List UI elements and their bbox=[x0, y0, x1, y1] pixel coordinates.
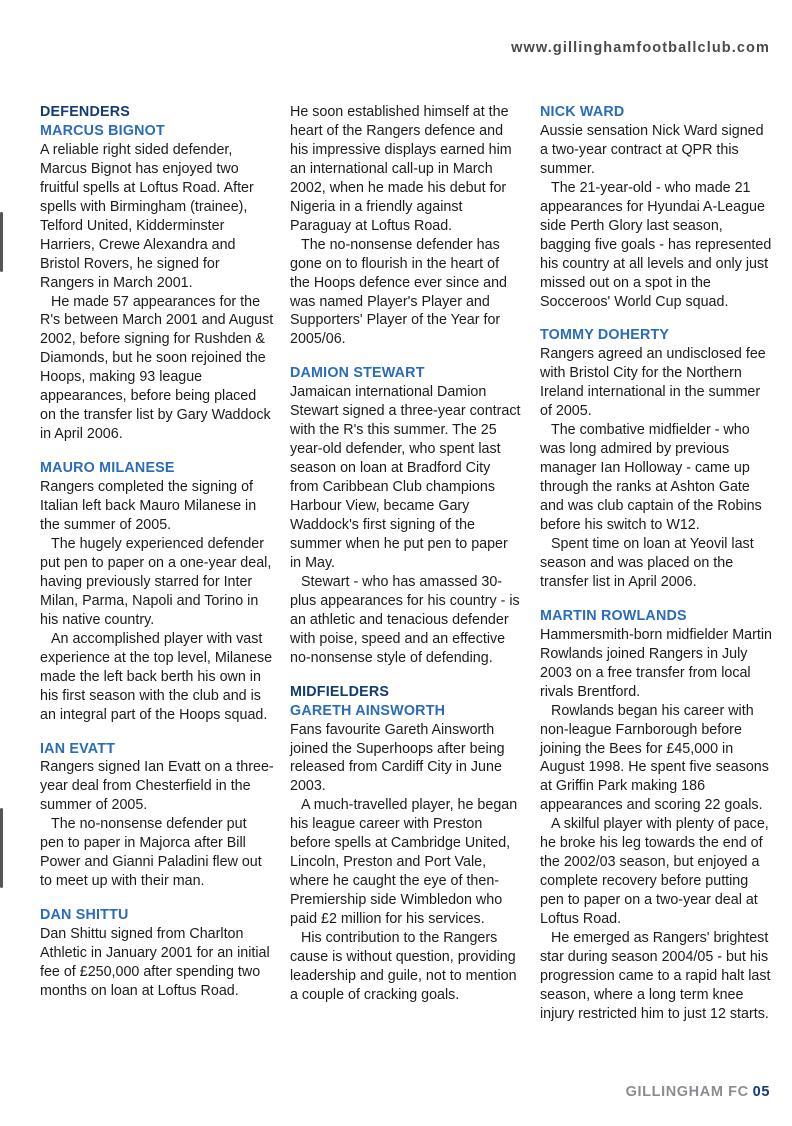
body-paragraph: He soon established himself at the heart of the Rangers defence and his impressive displays earned him an international call-up in March 2002, when he made his debut for Nigeria in a friendly against Paraguay at Loftus Road. bbox=[290, 104, 512, 234]
body-paragraph: The 21-year-old - who made 21 appearances for Hyundai A-League side Perth Glory last season, bagging five goals - has represented his country at all levels and only just missed out on a spot in the Socceroos' World Cup squad. bbox=[540, 179, 772, 310]
body-paragraph: The no-nonsense defender put pen to paper in Majorca after Bill Power and Gianni Paladini flew out to meet up with their man. bbox=[40, 816, 262, 890]
body-paragraph: An accomplished player with vast experience at the top level, Milanese made the left back berth his own in his first season with the club and is an integral part of the Hoops squad. bbox=[40, 630, 273, 723]
page-number: 05 bbox=[752, 1084, 770, 1100]
body-paragraph: Dan Shittu signed from Charlton Athletic in January 2001 for an initial fee of £250,000 after spending two months on loan at Loftus Road. bbox=[40, 926, 270, 999]
body-paragraph: Hammersmith-born midfielder Martin Rowlands joined Rangers in July 2003 on a free transfer from local rivals Brentford. bbox=[540, 626, 772, 700]
body-paragraph: The no-nonsense defender has gone on to flourish in the heart of the Hoops defence ever since and was named Player's Player and Supporters' Player of the Year for 2005/06. bbox=[290, 236, 507, 348]
body-paragraph: Rangers agreed an undisclosed fee with Bristol City for the Northern Ireland international in the summer of 2005. bbox=[540, 346, 766, 420]
player-profile bbox=[40, 103, 274, 444]
body-paragraph: He made 57 appearances for the R's between March 2001 and August 2002, before signing for Rushden & Diamonds, but he soon rejoined the Hoops, making 93 league appearances, before being placed on the transfer list by Gary Waddock in April 2006. bbox=[40, 293, 274, 443]
player-profile bbox=[290, 364, 522, 667]
body-paragraph: A much-travelled player, he began his league career with Preston before spells at Cambridge United, Lincoln, Preston and Port Vale, where he caught the eye of then-Premiership side Wimbledon who paid £2 million for his services. bbox=[290, 797, 518, 928]
text-column-3 bbox=[540, 103, 772, 1039]
player-name: IAN EVATT bbox=[40, 740, 116, 757]
body-paragraph: Jamaican international Damion Stewart signed a three-year contract with the R's this summer. The 25 year-old defender, who spent last season on loan at Bradford City from Caribbean Club champions Harbour View, became Gary Waddock's first signing of the summer when he put pen to paper in May. bbox=[290, 384, 521, 571]
scan-edge-mark bbox=[0, 212, 3, 272]
body-paragraph: Fans favourite Gareth Ainsworth joined the Superhoops after being released from Cardiff City in June 2003. bbox=[290, 721, 505, 795]
text-column-2 bbox=[290, 103, 522, 1020]
player-profile bbox=[290, 683, 522, 1005]
player-profile bbox=[40, 459, 274, 724]
player-name: DAMION STEWART bbox=[290, 365, 425, 382]
body-paragraph: Spent time on loan at Yeovil last season and was placed on the transfer list in April 2006. bbox=[540, 535, 754, 590]
body-paragraph: Stewart - who has amassed 30-plus appearances for his country - is an athletic and tenacious defender with poise, speed and an effective no-nonsense style of defending. bbox=[290, 573, 520, 666]
body-paragraph: The hugely experienced defender put pen to paper on a one-year deal, having previously starred for Inter Milan, Parma, Napoli and Torino in his native country. bbox=[40, 535, 272, 628]
body-paragraph: Rowlands began his career with non-league Farnborough before joining the Bees for £45,000 in August 1998. He spent five seasons at Griffin Park making 186 appearances and scoring 22 goals. bbox=[540, 702, 769, 814]
body-paragraph: A reliable right sided defender, Marcus Bignot has enjoyed two fruitful spells at Loftus Road. After spells with Birmingham (trainee), Telford United, Kidderminster Harriers, Crewe Alexandra and Bristol Rovers, he signed for Rangers in March 2001. bbox=[40, 141, 254, 291]
text-column-1 bbox=[40, 103, 274, 1016]
body-paragraph: His contribution to the Rangers cause is without question, providing leadership and guile, not to mention a couple of cracking goals. bbox=[290, 930, 517, 1003]
player-profile bbox=[540, 326, 772, 591]
page-footer bbox=[626, 1084, 770, 1100]
player-name: MAURO MILANESE bbox=[40, 460, 175, 477]
player-profile bbox=[40, 740, 274, 892]
player-name: MARTIN ROWLANDS bbox=[540, 607, 687, 624]
scan-edge-mark bbox=[0, 808, 3, 888]
player-name: NICK WARD bbox=[540, 104, 625, 120]
footer-club-name: GILLINGHAM FC bbox=[625, 1084, 749, 1100]
body-paragraph: Rangers completed the signing of Italian left back Mauro Milanese in the summer of 2005. bbox=[40, 479, 257, 534]
player-profile-continued bbox=[290, 103, 522, 349]
player-name: GARETH AINSWORTH bbox=[290, 702, 446, 719]
website-url: www.gillinghamfootballclub.com bbox=[511, 40, 770, 56]
section-heading: MIDFIELDERS bbox=[290, 683, 390, 700]
section-heading: DEFENDERS bbox=[40, 104, 130, 120]
body-paragraph: A skilful player with plenty of pace, he broke his leg towards the end of the 2002/03 season, but enjoyed a complete recovery before putting pen to paper on a two-year deal at Loftus Road. bbox=[540, 816, 769, 928]
body-paragraph: The combative midfielder - who was long admired by previous manager Ian Holloway - came up through the ranks at Ashton Gate and was club captain of the Robins before his switch to W12. bbox=[540, 422, 762, 534]
player-name: DAN SHITTU bbox=[40, 907, 129, 924]
player-profile bbox=[540, 607, 772, 1024]
player-name: TOMMY DOHERTY bbox=[540, 327, 670, 344]
player-name: MARCUS BIGNOT bbox=[40, 122, 165, 139]
body-paragraph: Aussie sensation Nick Ward signed a two-year contract at QPR this summer. bbox=[540, 122, 764, 177]
player-profile bbox=[540, 103, 772, 311]
body-paragraph: Rangers signed Ian Evatt on a three-year deal from Chesterfield in the summer of 2005. bbox=[40, 759, 274, 814]
body-paragraph: He emerged as Rangers' brightest star during season 2004/05 - but his progression came to a rapid halt last season, where a long term knee injury restricted him to just 12 starts. bbox=[540, 930, 771, 1022]
player-profile bbox=[40, 906, 274, 1001]
